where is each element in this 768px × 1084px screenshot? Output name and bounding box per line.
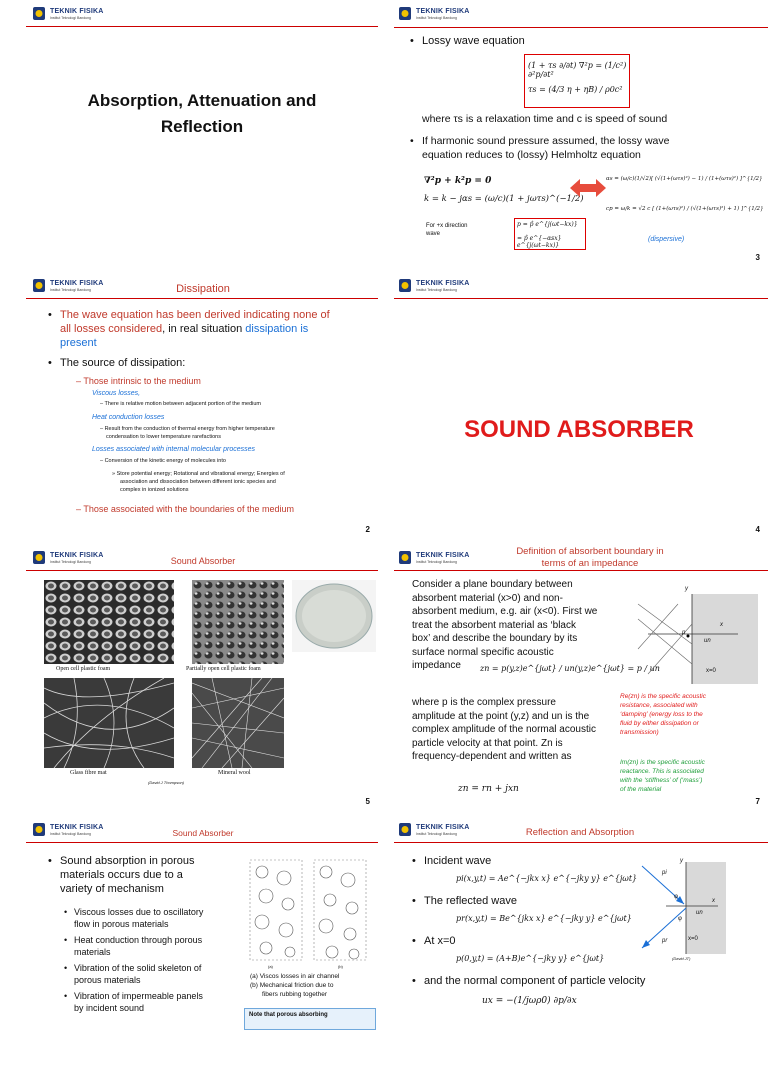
- angle-label: φ: [678, 916, 682, 922]
- incident-label: pi: [662, 870, 667, 876]
- paragraph-line: absorbent material (x>0) and non-: [412, 592, 563, 604]
- bullet-text: Sound absorption in porous: [60, 855, 195, 867]
- brand-name: TEKNIK FISIKA: [50, 280, 104, 287]
- note-line: reactance. This is associated: [620, 768, 704, 775]
- slide-header: [0, 816, 378, 844]
- bullet-harmonic: • If harmonic sound pressure assumed, the lossy wave equation reduces to (lossy) Helmholtz equation: [410, 135, 670, 161]
- slide-sound-absorber-photos: [0, 544, 378, 812]
- note-line: Re(zn) is the specific acoustic: [620, 693, 706, 700]
- losses-text: all losses considered: [60, 323, 163, 335]
- slide-header: [390, 544, 768, 572]
- note-line: of the material: [620, 786, 662, 793]
- item-text: by incident sound: [74, 1003, 145, 1013]
- itb-logo-icon: [398, 6, 412, 21]
- molecular-heading: Losses associated with internal molecular processes: [92, 446, 256, 453]
- boundary-heading: – Those associated with the boundaries of the medium: [76, 504, 294, 514]
- note-line: fluid by either dissipation or: [620, 720, 699, 727]
- bullet-reflected: • The reflected wave: [412, 895, 517, 907]
- page-number: 5: [365, 797, 370, 806]
- pressure-paragraph: [412, 696, 596, 764]
- note-line: Im(zn) is the specific acoustic: [620, 759, 705, 766]
- slide-header: [390, 0, 768, 28]
- caption-open-cell: Open cell plastic foam: [56, 666, 111, 672]
- wave-solution: p = p̂ e^{j(ωt−kx)}: [517, 221, 578, 228]
- slide-header: [0, 544, 378, 572]
- reactance-note: [620, 758, 705, 794]
- slide-title: Sound Absorber: [172, 828, 234, 838]
- mechanism-item: • Viscous losses due to oscillatory flow in porous materials: [64, 907, 204, 929]
- bullet-text: variety of mechanism: [60, 883, 164, 895]
- page-number: 2: [365, 525, 370, 534]
- brand-name: TEKNIK FISIKA: [50, 552, 104, 559]
- bullet-text: Lossy wave equation: [422, 35, 525, 47]
- axis-y-label: y: [685, 586, 688, 592]
- image-credit: (David J Thompson): [148, 780, 185, 785]
- bullet-porous: • Sound absorption in porous materials occurs due to a variety of mechanism: [48, 855, 195, 895]
- slide-header: [390, 816, 768, 844]
- header-divider: [26, 842, 378, 843]
- slide-header: [390, 272, 768, 300]
- brand-sub: Institut Teknologi Bandung: [416, 832, 457, 836]
- note-line: ‘damping’ (energy loss to the: [620, 711, 703, 718]
- caption-partially-open: Partially open cell plastic foam: [186, 666, 261, 672]
- note-line: transmission): [620, 729, 659, 736]
- paragraph-line: treat the absorbent material as ‘black: [412, 619, 576, 631]
- direction-label: [426, 222, 468, 238]
- header-divider: [26, 570, 378, 571]
- brand-name: TEKNIK FISIKA: [416, 824, 470, 831]
- itb-logo-icon: [32, 6, 46, 21]
- reflected-equation: pr(x,y,t) = Be^{jkx x} e^{−jky y} e^{jωt}: [456, 914, 632, 923]
- slide-title: Reflection and Absorption: [525, 827, 635, 838]
- heat-detail: [100, 425, 275, 441]
- bullet-incident: • Incident wave: [412, 855, 492, 867]
- detail-text: condensation to lower temperature rarefactions: [106, 434, 221, 440]
- paragraph-line: surface normal specific acoustic: [412, 646, 554, 658]
- page-number: 7: [755, 797, 760, 806]
- item-text: materials: [74, 947, 111, 957]
- paragraph-line: particle velocity at that point. Zn is: [412, 737, 563, 749]
- direction-text: wave: [426, 231, 441, 237]
- item-text: Heat conduction through porous: [74, 935, 203, 945]
- bullet-text: Incident wave: [424, 855, 492, 867]
- item-text: Vibration of impermeable panels: [74, 991, 203, 1001]
- title-line: terms of an impedance: [541, 558, 639, 569]
- heat-heading: Heat conduction losses: [92, 414, 165, 421]
- slide-reflection-absorption: [390, 816, 768, 1084]
- bullet-text: The reflected wave: [424, 895, 517, 907]
- section-title: SOUND ABSORBER: [464, 416, 694, 443]
- brand-sub: Institut Teknologi Bandung: [50, 832, 91, 836]
- item-text: Viscous losses due to oscillatory: [74, 907, 204, 917]
- detail-text: association and dissociation between different ionic species and: [120, 479, 276, 485]
- header-divider: [394, 842, 768, 843]
- helmholtz-equation: ∇²p + k²p = 0: [424, 176, 492, 186]
- bullet-text: equation reduces to (lossy) Helmholtz equation: [422, 149, 641, 161]
- header-divider: [394, 27, 768, 28]
- paragraph-line: where p is the complex pressure: [412, 697, 556, 708]
- dissipation-text: dissipation is: [245, 323, 309, 335]
- axis-un-label: un: [704, 638, 711, 644]
- molecular-detail: – Conversion of the kinetic energy of molecules into: [100, 458, 226, 464]
- diagram-credit: (David JT): [672, 956, 691, 961]
- bullet-text: and the normal component of particle velocity: [424, 975, 646, 987]
- viscous-detail: – There is relative motion between adjacent portion of the medium: [100, 401, 262, 407]
- item-text: porous materials: [74, 975, 141, 985]
- paragraph-line: impedance: [412, 660, 461, 671]
- axis-x-label: x: [712, 898, 715, 904]
- axis-y-label: y: [680, 858, 683, 864]
- wavenumber-equation: k = k − jαs = (ω/c)(1 + jωτs)^(−1/2): [424, 194, 584, 204]
- axis-un-label: un: [696, 910, 703, 916]
- wave-solution-attenuated: = p̂ e^{−αsx} e^{j(ωt−kx)}: [517, 235, 562, 249]
- caption-glass-fibre: Glass fibre mat: [70, 770, 107, 776]
- resistance-note: [620, 692, 706, 737]
- boundary-equation: p(0,y,t) = (A+B)e^{−jky y} e^{jωt}: [456, 954, 605, 963]
- figure-label-a: (a): [268, 964, 273, 969]
- note-text: Note that porous absorbing: [249, 1012, 328, 1018]
- header-divider: [394, 298, 768, 299]
- axis-p-label: p: [682, 630, 686, 636]
- double-arrow-icon: [568, 176, 608, 200]
- paragraph-line: frequency-dependent and written as: [412, 751, 572, 762]
- brand-sub: Institut Teknologi Bandung: [416, 560, 457, 564]
- itb-logo-icon: [398, 822, 412, 837]
- itb-logo-icon: [398, 278, 412, 293]
- paragraph-line: complex amplitude of the normal acoustic: [412, 724, 596, 735]
- caption-line: fibers rubbing together: [262, 991, 328, 998]
- note-line: with the ‘stiffness’ of (‘mass’): [620, 777, 703, 784]
- brand-sub: Institut Teknologi Bandung: [50, 560, 91, 564]
- velocity-equation: ux = −(1/jωρ0) ∂p/∂x: [482, 996, 577, 1006]
- detail-text: complex in ionized solutions: [120, 487, 189, 493]
- paragraph-line: absorbent medium, e.g. air (x<0). First we: [412, 606, 598, 617]
- itb-logo-icon: [398, 550, 412, 565]
- axis-x0-label: x=0: [706, 668, 716, 674]
- paragraph-line: Consider a plane boundary between: [412, 579, 573, 590]
- intrinsic-heading: – Those intrinsic to the medium: [76, 376, 201, 386]
- slide-lossy-wave: [390, 0, 768, 268]
- slide-title: Dissipation: [176, 283, 230, 295]
- brand-name: TEKNIK FISIKA: [416, 8, 470, 15]
- lossy-equation-box: [524, 54, 630, 108]
- title-line-1: Absorption, Attenuation and: [87, 91, 317, 110]
- partially-open-foam-photo: [192, 580, 284, 664]
- slide-dissipation: [0, 272, 378, 540]
- viscous-heading: Viscous losses,: [92, 390, 141, 397]
- brand-sub: Institut Teknologi Bandung: [416, 288, 457, 292]
- slide-title: [0, 88, 378, 140]
- brand-name: TEKNIK FISIKA: [416, 280, 470, 287]
- reflection-diagram: [636, 858, 726, 954]
- bullet-text: materials occurs due to a: [60, 869, 183, 881]
- slide-porous-absorption: [0, 816, 378, 1084]
- axis-x0-label: x=0: [688, 936, 698, 942]
- angle-label: φ: [674, 894, 678, 900]
- brand-sub: Institut Teknologi Bandung: [50, 16, 91, 20]
- mechanism-item: • Vibration of impermeable panels by incident sound: [64, 991, 203, 1013]
- perforated-disc-photo: [292, 580, 376, 652]
- detail-text: » Store potential energy; Rotational and vibrational energy; Energies of: [112, 471, 285, 477]
- paragraph-line: amplitude at the point (y,z) and un is the: [412, 710, 590, 722]
- bullet-boundary: • At x=0: [412, 935, 456, 947]
- glass-fibre-photo: [44, 678, 174, 768]
- porous-mechanism-diagram: [246, 858, 370, 966]
- impedance-split-equation: zn = rn + jxn: [458, 784, 519, 794]
- molecular-subdetail: [112, 470, 376, 494]
- slide-title: Sound Absorber: [170, 556, 236, 566]
- item-text: flow in porous materials: [74, 919, 169, 929]
- header-divider: [394, 570, 768, 571]
- impedance-paragraph: [412, 578, 597, 673]
- phase-speed-equation: cp = ω/k = √2 c [ (1+(ωτs)²) / (√(1+(ωτs)²) + 1) ]^{1/2}: [606, 206, 764, 212]
- brand-name: TEKNIK FISIKA: [50, 8, 104, 15]
- caption-mineral-wool: Mineral wool: [218, 770, 251, 776]
- note-box: [244, 1008, 376, 1030]
- axis-x-label: x: [720, 622, 723, 628]
- brand-sub: Institut Teknologi Bandung: [416, 16, 457, 20]
- connector-text: , in real situation: [162, 323, 246, 335]
- figure-label-b: (b): [338, 964, 343, 969]
- brand-name: TEKNIK FISIKA: [416, 552, 470, 559]
- bullet-wave-equation: • The wave equation has been derived indicating none of all losses considered, in real situation dissipation is present: [48, 309, 330, 349]
- detail-text: – Result from the conduction of thermal energy from higher temperature: [100, 426, 275, 432]
- bullet-lossy: • Lossy wave equation: [410, 35, 525, 47]
- bullet-source: • The source of dissipation:: [48, 357, 186, 369]
- bullet-text: The wave equation has been derived indicating none of: [60, 309, 330, 321]
- title-line-2: Reflection: [160, 117, 244, 136]
- figure-caption: [250, 972, 339, 999]
- paragraph-line: box’ and describe the boundary by its: [412, 633, 578, 644]
- page-number: 4: [755, 525, 760, 534]
- mechanism-list: [64, 906, 204, 1014]
- direction-text: For +x direction: [426, 223, 468, 229]
- brand-sub: Institut Teknologi Bandung: [50, 288, 91, 292]
- bullet-text: At x=0: [424, 935, 456, 947]
- bullet-text: The source of dissipation:: [60, 357, 186, 369]
- slide-title: [470, 546, 710, 570]
- relaxation-note: where τs is a relaxation time and c is speed of sound: [422, 113, 668, 125]
- slide-sound-absorber-title: [390, 272, 768, 540]
- incident-equation: pi(x,y,t) = Ae^{−jkx x} e^{−jky y} e^{jωt}: [456, 874, 638, 883]
- bullet-text: If harmonic sound pressure assumed, the lossy wave: [422, 135, 670, 147]
- impedance-equation: zn = p(y,z)e^{jωt} / un(y,z)e^{jωt} = p / un: [480, 664, 660, 673]
- note-line: resistance, associated with: [620, 702, 698, 709]
- page-number: 3: [755, 253, 760, 262]
- slide-1: [0, 0, 378, 268]
- mineral-wool-photo: [192, 678, 284, 768]
- mechanism-item: • Vibration of the solid skeleton of porous materials: [64, 963, 202, 985]
- caption-line: (a) Viscos losses in air channel: [250, 973, 340, 980]
- present-text: present: [60, 337, 97, 349]
- item-text: Vibration of the solid skeleton of: [74, 963, 202, 973]
- relaxation-equation: τs = (4/3 η + ηB) / ρ0c²: [528, 85, 623, 94]
- header-divider: [26, 298, 378, 299]
- slide-header: [0, 272, 378, 300]
- boundary-diagram: [628, 584, 758, 684]
- reflected-label: pr: [662, 938, 668, 944]
- slide-impedance-definition: [390, 544, 768, 812]
- wave-solution-box: [514, 218, 586, 250]
- dispersive-label: (dispersive): [648, 236, 685, 243]
- slide-header: [0, 0, 378, 28]
- brand-name: TEKNIK FISIKA: [50, 824, 104, 831]
- title-line: Definition of absorbent boundary in: [516, 546, 664, 557]
- open-cell-foam-photo: [44, 580, 174, 664]
- header-divider: [26, 26, 378, 27]
- mechanism-item: • Heat conduction through porous materials: [64, 935, 203, 957]
- lossy-equation: (1 + τs ∂/∂t) ∇²p = (1/c²) ∂²p/∂t²: [528, 61, 627, 79]
- bullet-velocity: • and the normal component of particle velocity: [412, 975, 646, 987]
- caption-line: (b) Mechanical friction due to: [250, 982, 334, 989]
- attenuation-equation: αs = (ω/c)(1/√2)[ (√(1+(ωτs)²) − 1) / (1+(ωτs)²) ]^{1/2}: [606, 176, 763, 182]
